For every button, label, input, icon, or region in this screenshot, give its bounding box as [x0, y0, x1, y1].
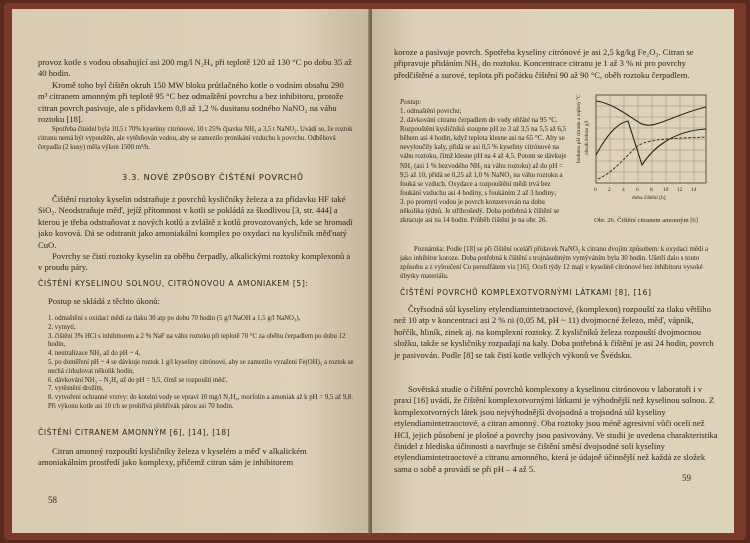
- paragraph: Čtyřsodná sůl kyseliny etylendiamintetraoctové, (komplexon) rozpouští za tlaku většího než 10 atp v koncentraci asi 2 % ni (0,05 M, pH ~ 11) dvojmocné železo, měď, vápník, hořčík, hliník, zinek aj. na komplexní roztoky. Z kysličníků železa rozpouští dvojmocnou složku, takže se kysličníky rozpadají na kaly. Doba potřebná k čištění je asi 24 hodin, povrch je pasivován. Podle [8] se tak čistí kotle velkých výkonů ve Švédsku.: [394, 304, 714, 360]
- subsection-heading-citrate: ČIŠTĚNÍ CITRANEM AMONNÝM [6], [14], [18]: [38, 428, 231, 437]
- section-heading-3-3: 3.3. NOVÉ ZPŮSOBY ČIŠTĚNÍ POVRCHŮ: [122, 172, 304, 182]
- figure-y-label: hodnota pH citranu a teploty °C: [576, 94, 582, 163]
- tick-label: 10: [663, 187, 669, 193]
- list-item: 3. po promytí vodou je povrch konzervován na dobu několika týdnů. Je stříbrošedý. Doba potřebná k čištění se zkracuje asi na 14 hodin. Průběh čištění je na obr. 26.: [400, 198, 560, 225]
- page-left: [12, 9, 370, 533]
- tick-label: 8: [650, 187, 653, 193]
- page-number-59: 59: [682, 473, 691, 483]
- figure-grid: [596, 95, 706, 183]
- tick-label: 14: [691, 187, 697, 193]
- paragraph: Sovětská studie o čištění povrchů komplexony a kyselinou citrónovou v laboratoři i v praxi [16] uvádí, že čištění komplexotvornými látkami je výhodnější než kyselinou solnou. Z komplexotvorných látek jsou nejvýhodnější dvojsodná a trojsodná sůl kyseliny etylendiamintetraoctové, a citran amonný. Oba roztoky jsou méně agresivní vůči oceli než HCl, jejich působení je plošné a povrchy jsou pasivovány. Ve studii je uvedena charakteristika činidel z hlediska účinnosti a navrhuje se čištění směsí dvojsodné soli kyseliny etylendiamintetraoctové a citranu amonného, která je údajně účinnější než každá ze složek sama o sobě a provádí se při pH – 4 až 5.: [394, 384, 718, 474]
- postup-list: [400, 107, 568, 225]
- list-item: 6. dávkování NH₃ – N₂H₄ až do pH = 9,5, čímž se rozpouští měď,: [48, 376, 228, 384]
- list-item: 8. vytvoření ochranné vrstvy: do kotelní vody se vpraví 10 mg/l N₂H₄, morfolin a amoniak až k pH = 9,5 až 9,8. Při výkonu kotle asi 10 t/h se prohřívá přehřívák párou asi 70 hodin.: [48, 394, 353, 410]
- paragraph: Kromě toho byl čištěn okruh 150 MW bloku průtlačného kotle o vodním obsahu 290 m³ citranem amonným při teplotě 95 °C bez odmaštění povrchu a bez inhibitoru, protože citran povrch pasivuje, ale s přídavkem 0,8 až 1,2 % dusitanu sodného NaNO₂ na váhu roztoku [18].: [38, 80, 344, 125]
- paragraph: Postup se skládá z těchto úkonů:: [48, 296, 160, 306]
- curve-ph: [596, 121, 706, 165]
- list-item: 2. dávkování citranu čerpadlem do vody ohřáté na 95 °C. Rozpouštění kysličníků stoupne pH ze 3 až 3,5 na 5,5 až 6,5 během asi 4 hodin, když teplota klesne asi na 65 °C. Aby se nevyloučily kaly, přidá se asi 0,5 % kyseliny citrónové na váhu roztoku, čímž klesne pH na 4 až 4,5. Potom se dávkuje NH₃ (asi 1 % bezvodého NH₃ na váhu roztoku) až do pH = 9,5 až 10, přidá se 0,25 až 1,0 % NaNO₃ na váhu roztoku a fouká se vzduch. Oxydace a rozpouštění mědi trvá bez foukání vzduchu asi 4 hodiny, s foukáním 2 až 3 hodiny;: [400, 117, 567, 197]
- paragraph: Povrchy se čistí roztoky kyselin za oběhu čerpadly, alkalickými roztoky komplexonů a v proudu páry.: [38, 251, 351, 273]
- page-right: [372, 9, 734, 533]
- curve-temperature: [596, 101, 706, 125]
- figure-caption: Obr. 26. Čištění citranem amonným [6]: [594, 216, 698, 224]
- note-paragraph: Poznámka: Podle [18] se při čištění oceláří přídavek NaNO₂ k citranu dvojím způsobem: k oxydaci mědi a jako inhibitor koroze. Doba potřebná k čištění s trojnásobným vymýváním byla 30 hodin. Ušetří dalo s touto způsobu a z vyloučení Cu persulfátem viz [16]. Ocelí týdy 12 mají v kyselině citrónové bez inhibitoru vysoké úbytky materiálu.: [400, 246, 709, 281]
- subsection-heading-acid: ČIŠTĚNÍ KYSELINOU SOLNOU, CITRÓNOVOU A AMONIAKEM [5]:: [38, 279, 309, 288]
- figure-x-label: doba čištění [h]: [632, 195, 666, 201]
- list-item: 1. odmaštění povrchu;: [400, 108, 462, 115]
- tick-label: 6: [636, 187, 639, 193]
- paragraph: koroze a pasivuje povrch. Spotřeba kyseliny citrónové je asi 2,5 kg/kg Fe₂O₃. Citran se připravuje přidáním NH₃ do roztoku. Koncentrace citranu je 1 až 3 % ni pro povrchy předčištěné a surové, teplota při počátku čištění 90 až 90 °C, oběh roztoku čerpadlem.: [394, 47, 694, 80]
- postup-label: Postup:: [400, 99, 422, 106]
- figure-26: [572, 93, 718, 203]
- tick-label: 0: [594, 187, 597, 193]
- tick-label: 2: [608, 187, 611, 193]
- list-item: 1. odmaštění s oxidací mědi za tlaku 30 atp po dobu 70 hodin (5 g/l NaOH a 1,5 g/l NaNO₃),: [48, 315, 301, 322]
- list-item: 2. vymytí,: [48, 323, 76, 331]
- page-number-58: 58: [48, 495, 57, 505]
- tick-label: 4: [622, 187, 625, 193]
- list-item: 7. vytěsnění drožím,: [48, 385, 104, 393]
- paragraph: Citran amonný rozpouští kysličníky železa v kyselém a měď v alkalickém amoniakálním prostředí jako komplexy, přičemž citran sám je inhibitorem: [38, 446, 307, 468]
- footnote-paragraph: Spotřeba činidel byla 10,5 t 70% kyseliny citrónové, 10 t 25% čpavku NH₃ a 3,5 t NaNO₂. Uvádí se, že roztok citranu nemá být vypouštěn, ale vytěsňován vodou, aby se zamezilo pronikání vzduchu k povrchu. Odběhová čerpadla (2 kusy) měla výkon 1500 m³/h.: [38, 126, 353, 151]
- list-item: 3. čištění 3% HCl s inhibitorem a 2 % NaF na váhu roztoku při teplotě 70 °C za oběhu čerpadlem po dobu 12 hodin,: [48, 332, 346, 349]
- list-item: 4. neutralizace NH₃ až do pH ~ 4,: [48, 350, 140, 358]
- steps-list: [48, 315, 354, 412]
- paragraph: provoz kotle s vodou obsahující asi 200 mg/l N₂H₄ při teplotě 120 až 130 °C po dobu 35 až 40 hodin.: [38, 57, 352, 79]
- figure-plot: [596, 95, 706, 183]
- tick-label: 12: [677, 187, 683, 193]
- figure-y-label-2: obsah železa g/l: [584, 120, 590, 155]
- subsection-heading-complex: ČIŠTĚNÍ POVRCHŮ KOMPLEXOTVORNÝMI LÁTKAMI [8], [16]: [400, 288, 652, 297]
- paragraph: Čištění roztoky kyselin odstraňuje z povrchů kysličníky železa a za přídavku HF také SiO₂. Neodstraňuje měď, jejíž přítomnost v kotli se pokládá za škodlivou [3, str. 444] a kterou je třeba odstraňovat z nových kotlů a zvláště z kotlů provozovaných, kde se hromadí jako kovová. Dá se odstranit jako amoniakální komplex po oxydaci na kysličník měďnatý CuO.: [38, 194, 353, 250]
- book-spread: [4, 3, 746, 540]
- list-item: 5. po doměření pH ~ 4 se dávkuje roztok 1 g/l kyseliny citrónové, aby se zamezilo vyraženi Fe(OH)₃ a roztok se nechá cirkulovat několik hodin,: [48, 358, 354, 375]
